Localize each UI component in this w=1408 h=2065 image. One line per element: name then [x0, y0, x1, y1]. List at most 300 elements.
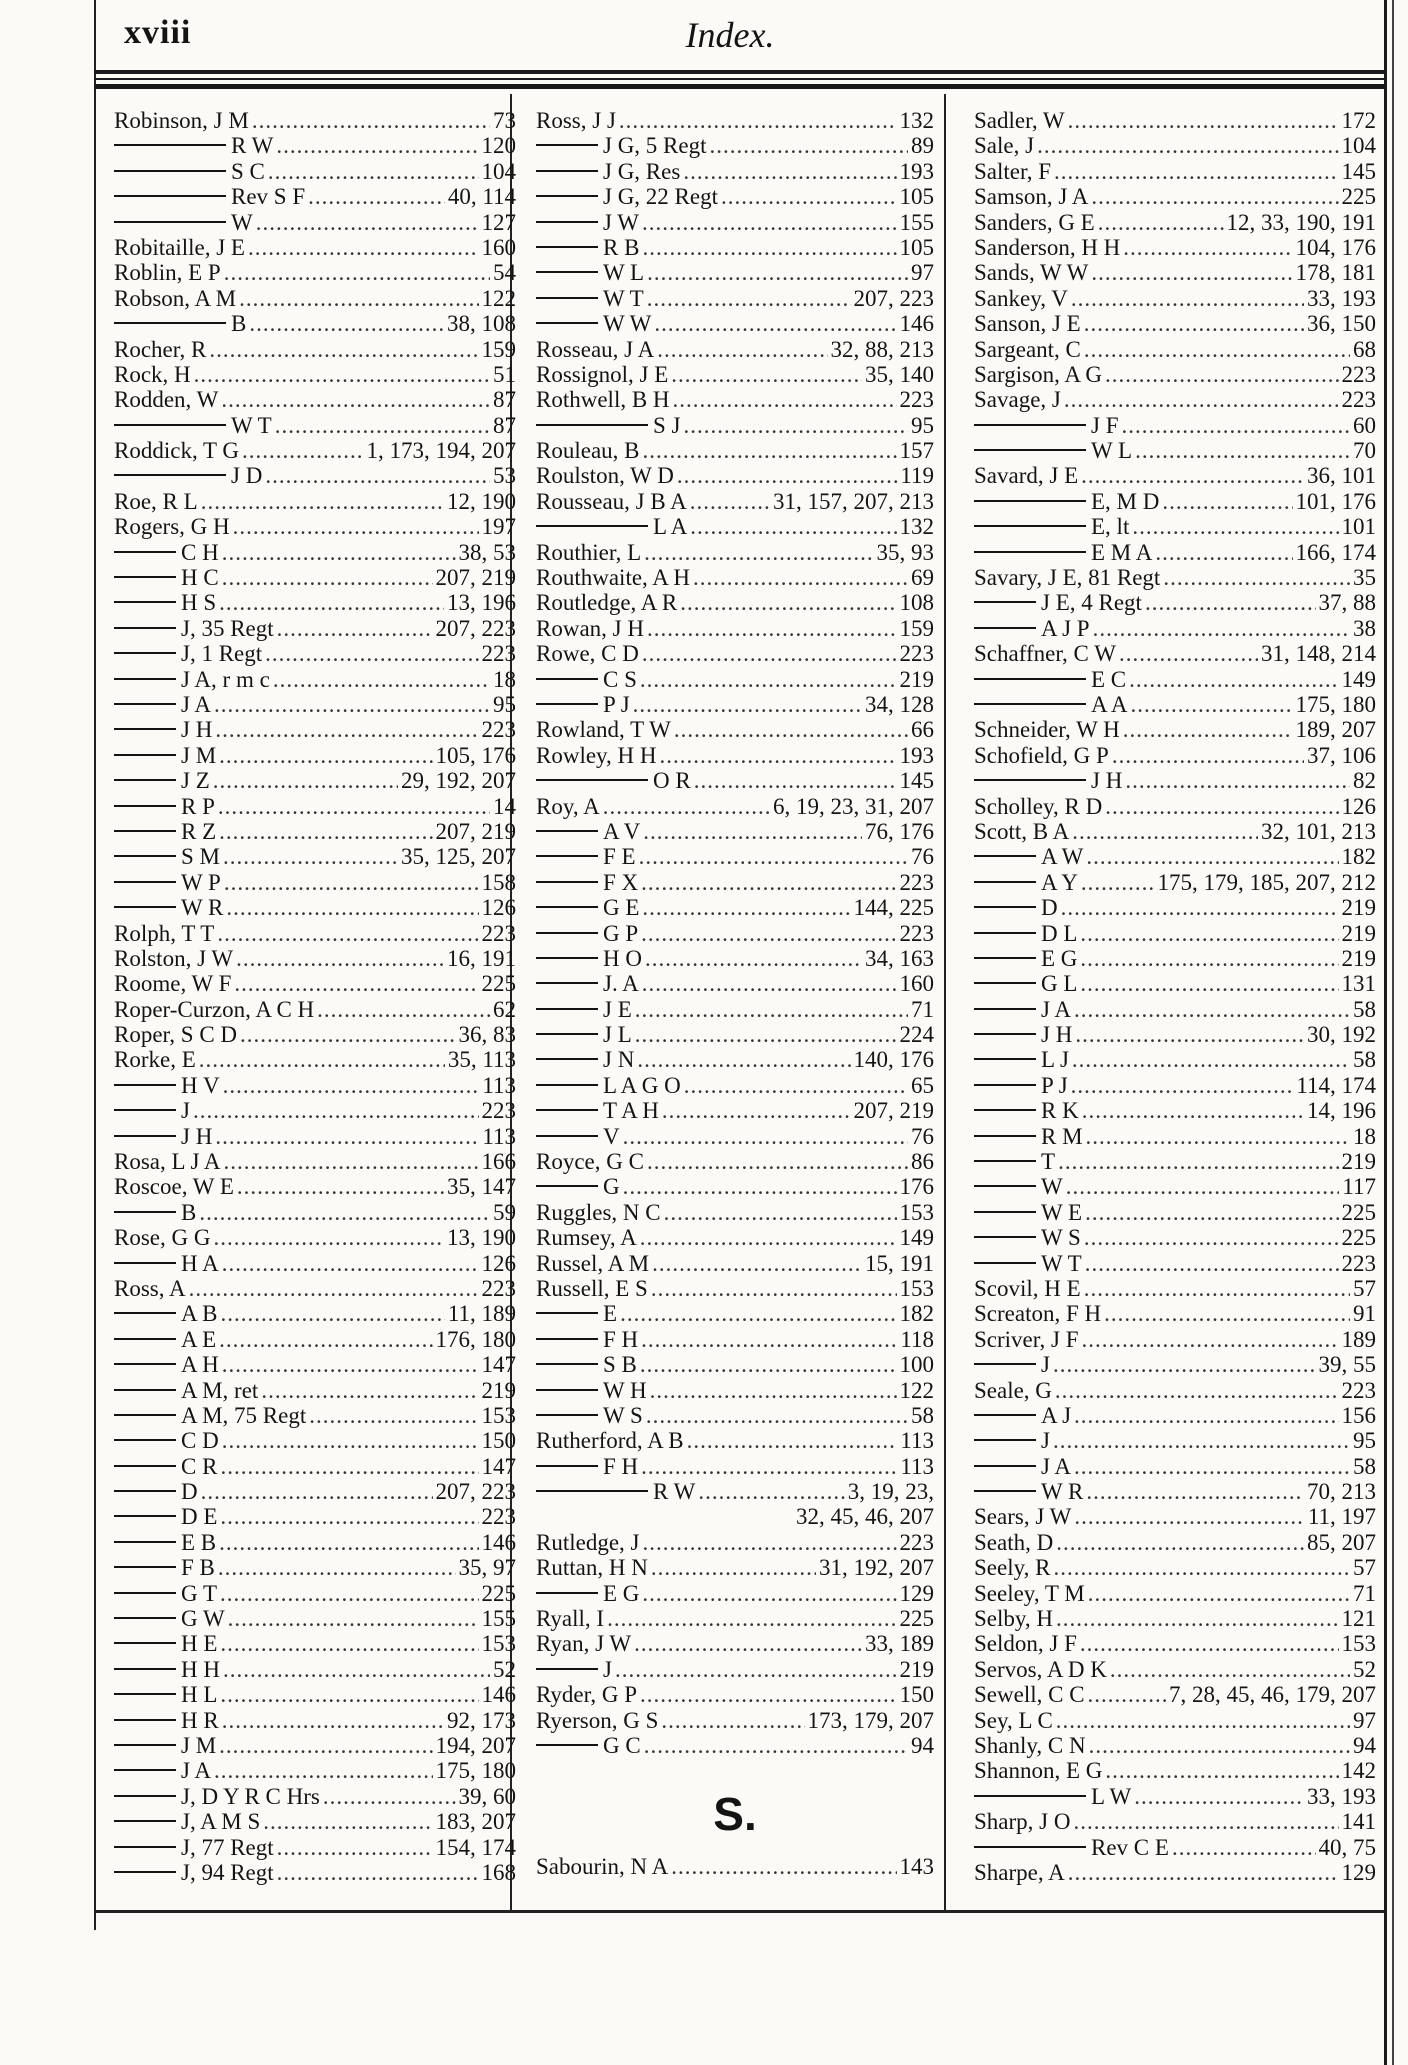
- leader-dots: [317, 997, 490, 1022]
- index-column-1: [114, 108, 516, 1885]
- entry-pages: 119: [900, 463, 934, 489]
- index-entry: [536, 337, 934, 362]
- index-entry: [114, 387, 516, 412]
- leader-dots: [268, 159, 479, 184]
- entry-name: Russel, A M: [536, 1250, 650, 1276]
- entry-name: G W: [181, 1606, 225, 1632]
- index-entry: [536, 1149, 934, 1174]
- header-rule-thick: [94, 84, 1384, 89]
- index-entry: [974, 438, 1376, 463]
- index-entry: [114, 133, 516, 158]
- ditto-dash: [114, 1592, 176, 1594]
- leader-dots: [222, 1352, 479, 1377]
- index-entry: [536, 1403, 934, 1428]
- index-entry: [974, 590, 1376, 615]
- entry-pages: 100: [899, 1352, 934, 1378]
- ditto-dash: [974, 1363, 1036, 1365]
- leader-dots: [256, 210, 479, 235]
- leader-dots: [677, 463, 898, 488]
- leader-dots: [213, 1225, 444, 1250]
- entry-name: Ryder, G P: [536, 1682, 638, 1708]
- entry-pages: 219: [1341, 920, 1376, 946]
- entry-name: S C: [231, 158, 265, 184]
- leader-dots: [222, 1428, 479, 1453]
- leader-dots: [615, 1657, 897, 1682]
- leader-dots: [219, 590, 444, 615]
- entry-pages: 182: [1341, 844, 1376, 870]
- entry-name: Ruttan, H N: [536, 1555, 648, 1581]
- index-entry: [536, 1708, 934, 1733]
- entry-name: Rowan, J H: [536, 615, 644, 641]
- entry-name: G P: [603, 920, 639, 946]
- entry-pages: 39, 60: [458, 1783, 516, 1809]
- index-entry: [536, 717, 934, 742]
- entry-pages: 51: [493, 361, 516, 387]
- entry-name: Scholley, R D: [974, 793, 1103, 819]
- entry-name: Robinson, J M: [114, 108, 249, 133]
- leader-dots: [1058, 1149, 1338, 1174]
- entry-name: Sale, J: [974, 133, 1035, 159]
- ditto-dash: [974, 1490, 1036, 1492]
- leader-dots: [1082, 1327, 1339, 1352]
- ditto-dash: [536, 271, 598, 273]
- index-entry: [536, 997, 934, 1022]
- entry-pages: 39, 55: [1318, 1352, 1376, 1378]
- leader-dots: [273, 667, 490, 692]
- leader-dots: [199, 1200, 490, 1225]
- index-entry: [974, 1860, 1376, 1885]
- entry-pages: 35, 93: [876, 539, 934, 565]
- index-entry: [536, 1174, 934, 1199]
- leader-dots: [650, 1378, 897, 1403]
- index-entry: [974, 1352, 1376, 1377]
- index-entry: [974, 1098, 1376, 1123]
- index-entry: [974, 1073, 1376, 1098]
- ditto-dash: [536, 1414, 598, 1416]
- entry-pages: 225: [481, 1580, 516, 1606]
- entry-pages: 12, 33, 190, 191: [1226, 209, 1376, 235]
- entry-name: Schneider, W H: [974, 717, 1120, 743]
- leader-dots: [1080, 946, 1338, 971]
- leader-dots: [1129, 667, 1338, 692]
- entry-name: Rogers, G H: [114, 514, 230, 540]
- entry-name: L A G O: [603, 1072, 681, 1098]
- index-entry: [114, 1682, 516, 1707]
- entry-name: Roddick, T G: [114, 438, 240, 464]
- index-entry: [536, 743, 934, 768]
- entry-pages: 223: [1341, 1377, 1376, 1403]
- entry-name: Scriver, J F: [974, 1326, 1079, 1352]
- ditto-dash: [536, 1312, 598, 1314]
- entry-pages: 101: [1341, 514, 1376, 540]
- entry-name: Ryan, J W: [536, 1631, 632, 1657]
- ditto-dash: [974, 1033, 1036, 1035]
- ditto-dash: [114, 1338, 176, 1340]
- ditto-dash: [114, 703, 176, 705]
- entry-name: H S: [181, 590, 217, 616]
- leader-dots: [224, 870, 479, 895]
- leader-dots: [721, 184, 897, 209]
- entry-pages: 127: [481, 209, 516, 235]
- entry-pages: 131: [1341, 971, 1376, 997]
- entry-pages: 40, 75: [1318, 1834, 1376, 1860]
- entry-pages: 122: [899, 1377, 934, 1403]
- ditto-dash: [974, 525, 1086, 527]
- entry-name: H H: [181, 1656, 220, 1682]
- entry-pages: 189, 207: [1295, 717, 1376, 743]
- index-entry: [974, 768, 1376, 793]
- index-entry: [974, 184, 1376, 209]
- index-entry: [114, 108, 516, 133]
- entry-name: A M, 75 Regt: [181, 1402, 307, 1428]
- index-entry: [974, 819, 1376, 844]
- entry-name: W T: [603, 285, 644, 311]
- entry-pages: 219: [1341, 895, 1376, 921]
- leader-dots: [607, 1606, 896, 1631]
- leader-dots: [193, 1098, 479, 1123]
- leader-dots: [664, 1200, 897, 1225]
- index-entry: [114, 362, 516, 387]
- entry-pages: 6, 19, 23, 31, 207: [773, 793, 934, 819]
- index-entry: [974, 489, 1376, 514]
- entry-name: Schaffner, C W: [974, 641, 1116, 667]
- leader-dots: [223, 844, 398, 869]
- entry-pages: 32, 101, 213: [1261, 818, 1376, 844]
- entry-pages: 105: [899, 234, 934, 260]
- leader-dots: [1089, 1733, 1350, 1758]
- index-entry: [114, 1174, 516, 1199]
- entry-pages: 70, 213: [1307, 1479, 1376, 1505]
- entry-pages: 207, 219: [853, 1098, 934, 1124]
- index-entry: [974, 1758, 1376, 1783]
- ditto-dash: [974, 982, 1036, 984]
- left-margin-rule: [94, 0, 96, 1930]
- leader-dots: [223, 1657, 490, 1682]
- ditto-dash: [536, 297, 598, 299]
- leader-dots: [1072, 1047, 1350, 1072]
- leader-dots: [224, 260, 490, 285]
- entry-pages: 87: [493, 387, 516, 413]
- index-entry: [536, 1022, 934, 1047]
- leader-dots: [221, 387, 490, 412]
- entry-pages: 38, 53: [458, 539, 516, 565]
- entry-pages: 31, 148, 214: [1261, 641, 1376, 667]
- index-entry: [114, 997, 516, 1022]
- entry-name: W S: [1041, 1225, 1081, 1251]
- entry-name: W: [231, 209, 253, 235]
- ditto-dash: [974, 551, 1086, 553]
- index-entry: [114, 1098, 516, 1123]
- entry-name: H A: [181, 1250, 219, 1276]
- entry-name: G L: [1041, 971, 1078, 997]
- index-entry: [114, 590, 516, 615]
- entry-pages: 223: [481, 1098, 516, 1124]
- ditto-dash: [114, 424, 226, 426]
- entry-name: Sankey, V: [974, 285, 1068, 311]
- leader-dots: [277, 1835, 433, 1860]
- leader-dots: [1110, 1657, 1350, 1682]
- leader-dots: [1068, 1860, 1339, 1885]
- index-entry: [974, 311, 1376, 336]
- leader-dots: [660, 743, 897, 768]
- leader-dots: [263, 1809, 432, 1834]
- entry-pages: 82: [1353, 768, 1376, 794]
- entry-pages: 197: [481, 514, 516, 540]
- leader-dots: [277, 616, 433, 641]
- index-entry: [536, 1225, 934, 1250]
- leader-dots: [219, 1327, 432, 1352]
- leader-dots: [1130, 692, 1292, 717]
- index-entry: [536, 1047, 934, 1072]
- entry-pages: 37, 106: [1307, 742, 1376, 768]
- entry-name: J. A: [603, 971, 639, 997]
- ditto-dash: [974, 779, 1086, 781]
- index-entry: [536, 210, 934, 235]
- entry-pages: 32, 88, 213: [830, 336, 934, 362]
- index-entry: [114, 1555, 516, 1580]
- index-entry: [536, 641, 934, 666]
- index-entry: [974, 1225, 1376, 1250]
- index-entry: [114, 159, 516, 184]
- entry-name: O R: [653, 768, 691, 794]
- leader-dots: [1105, 362, 1338, 387]
- ditto-dash: [114, 1769, 176, 1771]
- index-entry: [114, 286, 516, 311]
- leader-dots: [643, 438, 897, 463]
- index-entry: [974, 463, 1376, 488]
- ditto-dash: [536, 1389, 598, 1391]
- leader-dots: [1134, 1784, 1304, 1809]
- ditto-dash: [114, 627, 176, 629]
- index-entry: [974, 260, 1376, 285]
- ditto-dash: [536, 525, 648, 527]
- entry-pages: 121: [1341, 1606, 1376, 1632]
- entry-pages: 158: [481, 869, 516, 895]
- leader-dots: [1135, 438, 1350, 463]
- entry-pages: 219: [1341, 945, 1376, 971]
- entry-name: Sanders, G E: [974, 209, 1095, 235]
- leader-dots: [644, 1733, 908, 1758]
- entry-name: Rocher, R: [114, 336, 207, 362]
- entry-pages: 219: [899, 666, 934, 692]
- entry-name: Rodden, W: [114, 387, 219, 413]
- ditto-dash: [974, 932, 1036, 934]
- index-entry: [974, 1124, 1376, 1149]
- leader-dots: [1105, 794, 1338, 819]
- leader-dots: [1068, 108, 1339, 133]
- index-entry: [114, 1657, 516, 1682]
- entry-name: W: [1041, 1174, 1063, 1200]
- ditto-dash: [974, 1084, 1036, 1086]
- entry-name: J A: [1041, 996, 1072, 1022]
- right-margin-rule-outer: [1392, 0, 1394, 2065]
- index-entry: [536, 1327, 934, 1352]
- leader-dots: [1091, 184, 1338, 209]
- index-entry: [974, 1733, 1376, 1758]
- entry-name: E, M D: [1091, 488, 1160, 514]
- entry-name: J G, Res: [603, 158, 681, 184]
- ditto-dash: [114, 1109, 176, 1111]
- leader-dots: [240, 1022, 455, 1047]
- entry-pages: 34, 163: [865, 945, 934, 971]
- entry-name: J A: [1041, 1453, 1072, 1479]
- leader-dots: [220, 1631, 478, 1656]
- leader-dots: [237, 1174, 444, 1199]
- index-entry: [114, 540, 516, 565]
- ditto-dash: [974, 1846, 1086, 1848]
- entry-name: Rock, H: [114, 361, 191, 387]
- ditto-dash: [536, 1490, 648, 1492]
- index-entry: [536, 1352, 934, 1377]
- section-letter-heading: S.: [713, 1788, 757, 1841]
- ditto-dash: [536, 932, 598, 934]
- entry-pages: 223: [1341, 387, 1376, 413]
- index-entry: [974, 286, 1376, 311]
- entry-pages: 166, 174: [1295, 539, 1376, 565]
- entry-pages: 223: [481, 641, 516, 667]
- index-entry: [114, 1301, 516, 1326]
- leader-dots: [201, 1479, 433, 1504]
- entry-name: D: [1041, 895, 1058, 921]
- entry-pages: 160: [481, 234, 516, 260]
- index-entry: [974, 616, 1376, 641]
- entry-name: A Y: [1041, 869, 1078, 895]
- leader-dots: [265, 463, 490, 488]
- ditto-dash: [114, 144, 226, 146]
- entry-name: J L: [603, 1022, 632, 1048]
- ditto-dash: [536, 779, 648, 781]
- leader-dots: [642, 641, 897, 666]
- index-entry: [974, 1047, 1376, 1072]
- ditto-dash: [114, 551, 176, 553]
- index-entry: [536, 387, 934, 412]
- index-entry: [536, 1073, 934, 1098]
- entry-name: T A H: [603, 1098, 659, 1124]
- leader-dots: [654, 311, 896, 336]
- leader-dots: [634, 1631, 862, 1656]
- ditto-dash: [114, 830, 176, 832]
- index-entry: [536, 870, 934, 895]
- entry-pages: 219: [899, 1656, 934, 1682]
- entry-name: G E: [603, 895, 640, 921]
- entry-pages: 193: [899, 158, 934, 184]
- index-entry: [114, 1276, 516, 1301]
- index-entry: [974, 387, 1376, 412]
- entry-pages: 36, 83: [458, 1022, 516, 1048]
- entry-name: Selby, H: [974, 1606, 1054, 1632]
- index-entry: [114, 413, 516, 438]
- entry-pages: 175, 179, 185, 207, 212: [1157, 869, 1376, 895]
- index-entry: [974, 108, 1376, 133]
- leader-dots: [214, 1758, 432, 1783]
- index-entry: [974, 413, 1376, 438]
- leader-dots: [684, 1073, 908, 1098]
- leader-dots: [1056, 1530, 1304, 1555]
- ditto-dash: [536, 322, 598, 324]
- entry-name: R W: [231, 133, 274, 159]
- entry-name: J: [1041, 1428, 1050, 1454]
- leader-dots: [661, 1708, 804, 1733]
- ditto-dash: [536, 703, 598, 705]
- entry-pages: 207, 223: [435, 1479, 516, 1505]
- leader-dots: [248, 235, 479, 260]
- index-entry: [114, 1733, 516, 1758]
- leader-dots: [309, 1403, 478, 1428]
- index-entry: [536, 921, 934, 946]
- entry-pages: 223: [899, 641, 934, 667]
- entry-name: L J: [1041, 1047, 1069, 1073]
- entry-name: B: [181, 1199, 197, 1225]
- ditto-dash: [974, 1109, 1036, 1111]
- entry-pages: 183, 207: [435, 1809, 516, 1835]
- entry-pages: 225: [1341, 1199, 1376, 1225]
- leader-dots: [220, 1581, 479, 1606]
- leader-dots: [228, 1606, 479, 1631]
- entry-pages: 117: [1342, 1174, 1376, 1200]
- ditto-dash: [974, 957, 1036, 959]
- entry-pages: 35, 113: [447, 1047, 516, 1073]
- leader-dots: [218, 794, 490, 819]
- leader-dots: [1066, 1174, 1340, 1199]
- entry-name: Rowland, T W: [536, 717, 671, 743]
- entry-name: E: [603, 1301, 618, 1327]
- leader-dots: [710, 133, 909, 158]
- ditto-dash: [114, 474, 226, 476]
- index-entry: [114, 438, 516, 463]
- leader-dots: [623, 1174, 897, 1199]
- ditto-dash: [536, 1135, 598, 1137]
- entry-pages: 92, 173: [447, 1707, 516, 1733]
- index-entry: [536, 844, 934, 869]
- entry-pages: 87: [493, 412, 516, 438]
- index-entry: [974, 210, 1376, 235]
- entry-pages: 40, 114: [447, 184, 516, 210]
- entry-pages: 219: [481, 1377, 516, 1403]
- entry-pages: 144, 225: [853, 895, 934, 921]
- entry-name: Sears, J W: [974, 1504, 1072, 1530]
- index-entry: [536, 1657, 934, 1682]
- entry-name: S M: [181, 844, 220, 870]
- entry-name: D E: [181, 1504, 218, 1530]
- leader-dots: [215, 717, 478, 742]
- entry-name: Routhwaite, A H: [536, 565, 690, 591]
- leader-dots: [1080, 971, 1338, 996]
- ditto-dash: [114, 1668, 176, 1670]
- entry-name: Ross, A: [114, 1275, 186, 1301]
- leader-dots: [219, 1733, 432, 1758]
- index-entry: [114, 641, 516, 666]
- entry-pages: 147: [481, 1352, 516, 1378]
- ditto-dash: [974, 1236, 1036, 1238]
- leader-dots: [647, 616, 897, 641]
- leader-dots: [620, 1301, 896, 1326]
- entry-name: F H: [603, 1326, 639, 1352]
- entry-pages: 52: [1353, 1656, 1376, 1682]
- leader-dots: [1084, 337, 1350, 362]
- index-entry: [974, 514, 1376, 539]
- leader-dots: [1081, 463, 1304, 488]
- entry-name: Roper, S C D: [114, 1022, 238, 1048]
- ditto-dash: [536, 1109, 598, 1111]
- entry-name: J A: [181, 1758, 212, 1784]
- entry-pages: 126: [481, 895, 516, 921]
- index-entry: [114, 1327, 516, 1352]
- entry-pages: 29, 192, 207: [401, 768, 516, 794]
- index-column-3: [974, 108, 1376, 1885]
- entry-name: Screaton, F H: [974, 1301, 1102, 1327]
- entry-pages: 30, 192: [1307, 1022, 1376, 1048]
- index-entry: [114, 921, 516, 946]
